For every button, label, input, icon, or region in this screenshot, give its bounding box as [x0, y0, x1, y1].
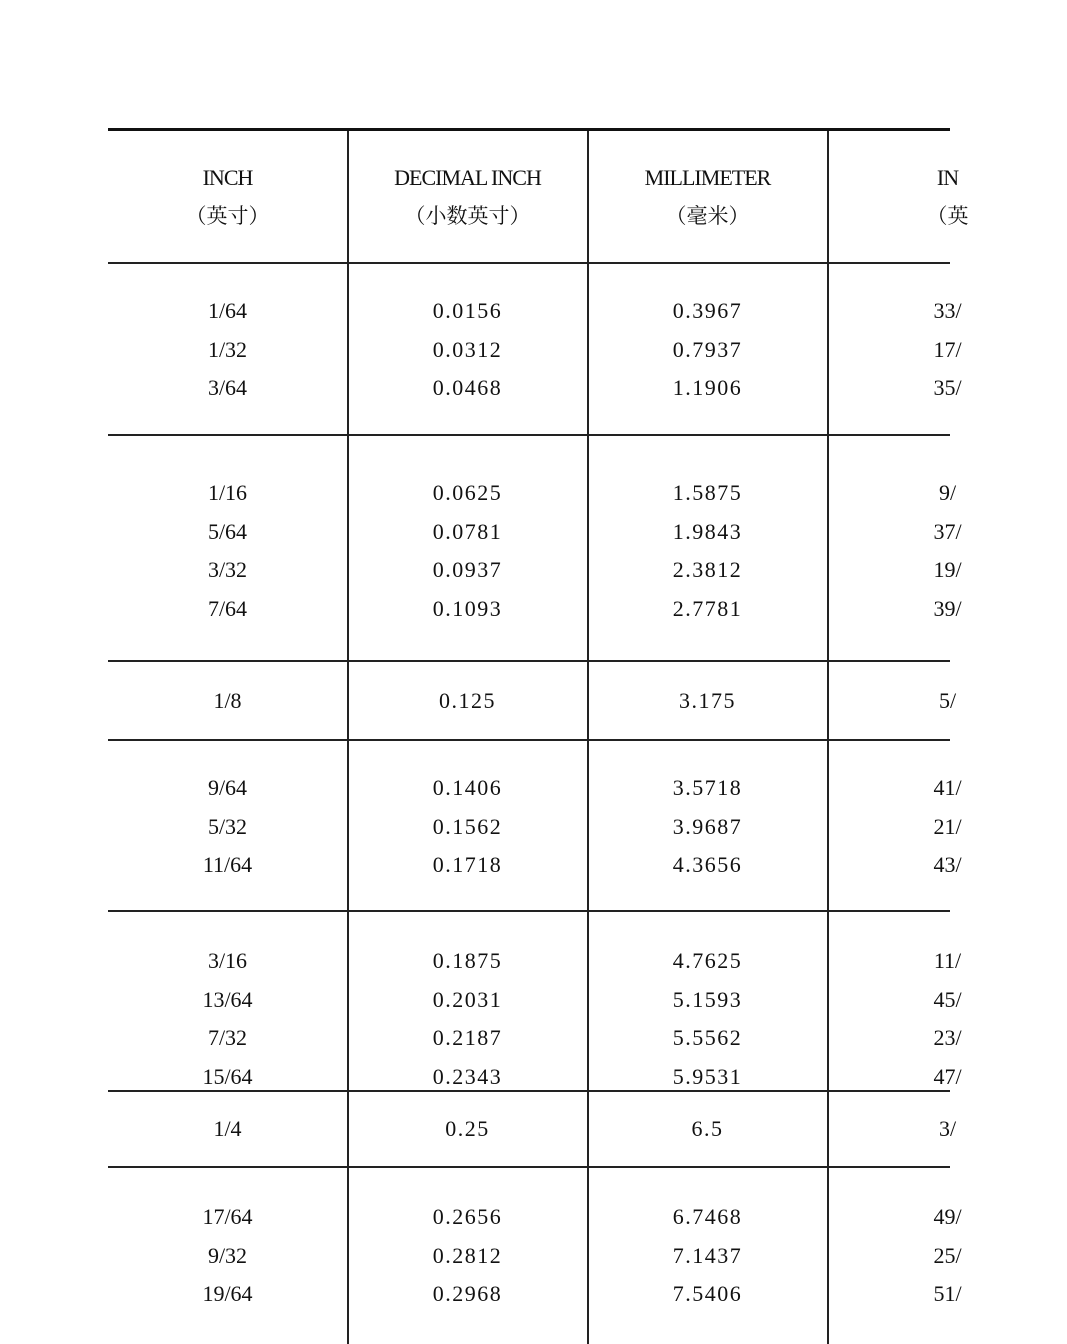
inch-value: 3/16 — [207, 948, 248, 973]
row-divider — [108, 1166, 950, 1168]
inch-value: 3/64 — [207, 375, 248, 401]
header-decimal-inch-en: DECIMAL INCH — [394, 165, 541, 190]
group-mm-cell — [588, 1110, 827, 1149]
header-inch-continued-en: IN — [936, 165, 959, 190]
decimal-value: 0.2968 — [432, 1281, 503, 1307]
mm-value: 5.9531 — [672, 1064, 743, 1090]
inch-value: 9/64 — [207, 775, 248, 800]
next-inch-value: 47/ — [933, 1064, 962, 1090]
mm-value: 2.3812 — [672, 557, 743, 583]
mm-value: 6.5 — [691, 1116, 724, 1141]
group-mm-cell — [588, 292, 827, 408]
inch-value: 5/64 — [207, 518, 248, 544]
inch-value: 1/64 — [207, 298, 248, 323]
next-inch-value: 37/ — [933, 518, 962, 544]
group-next-inch-cell — [828, 1110, 1067, 1149]
decimal-value: 0.0156 — [432, 298, 503, 323]
decimal-value: 0.125 — [439, 688, 496, 713]
inch-value: 5/32 — [207, 813, 248, 839]
header-millimeter — [588, 159, 827, 235]
next-inch-value: 5/ — [938, 688, 957, 713]
inch-value: 1/16 — [207, 480, 248, 505]
header-millimeter-en: MILLIMETER — [644, 165, 771, 190]
group-next-inch-cell — [828, 292, 1067, 408]
next-inch-value: 23/ — [933, 1025, 962, 1051]
group-decimal-cell — [348, 1110, 587, 1149]
inch-value: 1/4 — [213, 1116, 242, 1141]
inch-value: 9/32 — [207, 1242, 248, 1268]
group-decimal-cell — [348, 942, 587, 1097]
next-inch-value: 3/ — [938, 1116, 957, 1141]
mm-value: 3.9687 — [672, 813, 743, 839]
group-inch-cell — [108, 292, 347, 408]
decimal-value: 0.1093 — [432, 596, 503, 622]
next-inch-value: 51/ — [933, 1281, 962, 1307]
decimal-value: 0.0781 — [432, 518, 503, 544]
group-mm-cell — [588, 942, 827, 1097]
decimal-value: 0.0312 — [432, 336, 503, 362]
mm-value: 5.1593 — [672, 986, 743, 1012]
group-inch-cell — [108, 942, 347, 1097]
next-inch-value: 9/ — [938, 480, 957, 505]
decimal-value: 0.2187 — [432, 1025, 503, 1051]
group-decimal-cell — [348, 682, 587, 721]
header-decimal-inch-zh: （小数英寸） — [404, 204, 531, 228]
inch-value: 19/64 — [202, 1281, 253, 1307]
header-inch-continued-zh: （英 — [926, 204, 969, 228]
mm-value: 4.7625 — [672, 948, 743, 973]
decimal-value: 0.1406 — [432, 775, 503, 800]
mm-value: 3.5718 — [672, 775, 743, 800]
inch-value: 7/32 — [207, 1025, 248, 1051]
row-divider — [108, 434, 950, 436]
decimal-value: 0.2031 — [432, 986, 503, 1012]
group-next-inch-cell — [828, 769, 1067, 885]
mm-value: 0.3967 — [672, 298, 743, 323]
next-inch-value: 39/ — [933, 596, 962, 622]
group-inch-cell — [108, 682, 347, 721]
group-next-inch-cell — [828, 942, 1067, 1097]
inch-value: 15/64 — [202, 1064, 253, 1090]
mm-value: 6.7468 — [672, 1204, 743, 1229]
mm-value: 5.5562 — [672, 1025, 743, 1051]
header-inch-en: INCH — [202, 165, 253, 190]
next-inch-value: 43/ — [933, 852, 962, 878]
group-mm-cell — [588, 1198, 827, 1314]
decimal-value: 0.1875 — [432, 948, 503, 973]
mm-value: 4.3656 — [672, 852, 743, 878]
decimal-value: 0.1562 — [432, 813, 503, 839]
group-decimal-cell — [348, 292, 587, 408]
group-mm-cell — [588, 769, 827, 885]
decimal-value: 0.25 — [445, 1116, 490, 1141]
header-millimeter-zh: （毫米） — [665, 204, 750, 228]
decimal-value: 0.1718 — [432, 852, 503, 878]
mm-value: 2.7781 — [672, 596, 743, 622]
group-next-inch-cell — [828, 682, 1067, 721]
next-inch-value: 25/ — [933, 1242, 962, 1268]
header-inch-zh: （英寸） — [185, 204, 270, 228]
group-inch-cell — [108, 1198, 347, 1314]
group-next-inch-cell — [828, 474, 1067, 629]
decimal-value: 0.2656 — [432, 1204, 503, 1229]
group-decimal-cell — [348, 474, 587, 629]
row-divider — [108, 739, 950, 741]
inch-value: 11/64 — [202, 852, 253, 878]
header-inch — [108, 159, 347, 235]
mm-value: 7.1437 — [672, 1242, 743, 1268]
next-inch-value: 35/ — [933, 375, 962, 401]
mm-value: 1.5875 — [672, 480, 743, 505]
mm-value: 1.1906 — [672, 375, 743, 401]
next-inch-value: 11/ — [933, 948, 962, 973]
next-inch-value: 21/ — [933, 813, 962, 839]
group-mm-cell — [588, 682, 827, 721]
next-inch-value: 19/ — [933, 557, 962, 583]
header-decimal-inch — [348, 159, 587, 235]
inch-value: 1/32 — [207, 336, 248, 362]
group-inch-cell — [108, 769, 347, 885]
mm-value: 1.9843 — [672, 518, 743, 544]
group-mm-cell — [588, 474, 827, 629]
decimal-value: 0.2343 — [432, 1064, 503, 1090]
decimal-value: 0.0468 — [432, 375, 503, 401]
row-divider — [108, 910, 950, 912]
group-inch-cell — [108, 474, 347, 629]
inch-value: 1/8 — [213, 688, 242, 713]
next-inch-value: 33/ — [933, 298, 962, 323]
group-decimal-cell — [348, 769, 587, 885]
row-divider — [108, 262, 950, 264]
mm-value: 3.175 — [679, 688, 736, 713]
row-divider — [108, 660, 950, 662]
inch-value: 3/32 — [207, 557, 248, 583]
group-decimal-cell — [348, 1198, 587, 1314]
header-inch-continued — [828, 159, 1067, 235]
group-next-inch-cell — [828, 1198, 1067, 1314]
inch-value: 13/64 — [202, 986, 253, 1012]
decimal-value: 0.2812 — [432, 1242, 503, 1268]
next-inch-value: 41/ — [933, 775, 962, 800]
mm-value: 7.5406 — [672, 1281, 743, 1307]
next-inch-value: 45/ — [933, 986, 962, 1012]
decimal-value: 0.0937 — [432, 557, 503, 583]
inch-value: 7/64 — [207, 596, 248, 622]
next-inch-value: 49/ — [933, 1204, 962, 1229]
inch-value: 17/64 — [202, 1204, 253, 1229]
decimal-value: 0.0625 — [432, 480, 503, 505]
mm-value: 0.7937 — [672, 336, 743, 362]
table-top-rule — [108, 128, 950, 131]
next-inch-value: 17/ — [933, 336, 962, 362]
group-inch-cell — [108, 1110, 347, 1149]
